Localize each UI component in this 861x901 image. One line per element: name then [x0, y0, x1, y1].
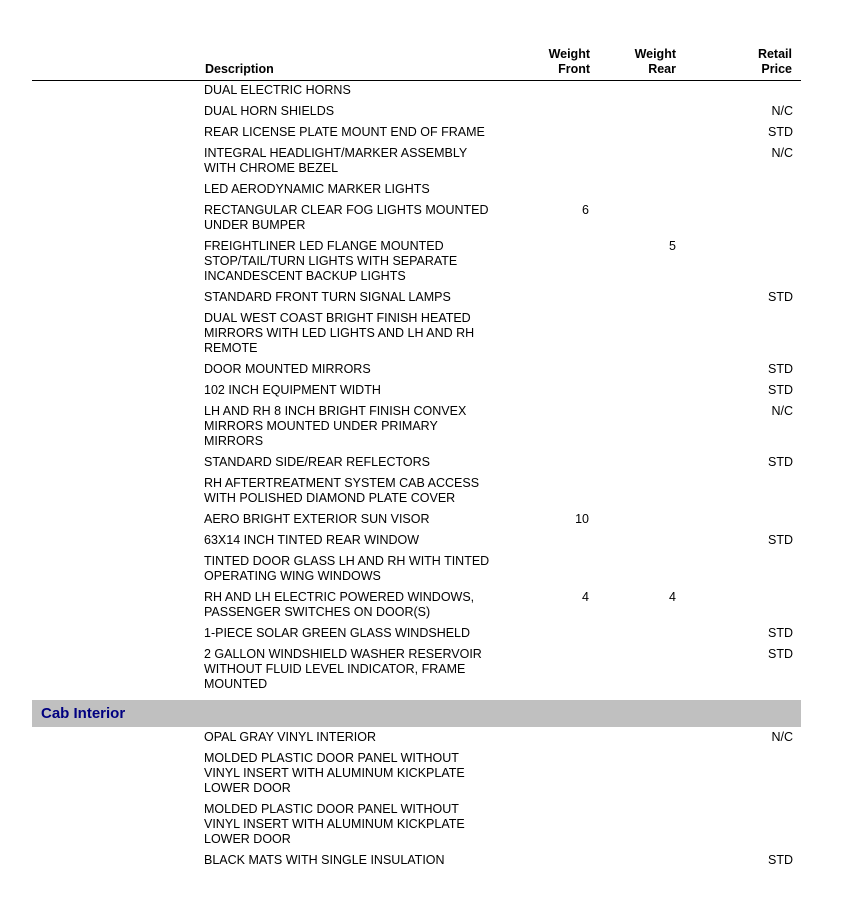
table-row [0, 647, 861, 698]
item-description: RECTANGULAR CLEAR FOG LIGHTS MOUNTED UNDER BUMPER [204, 203, 489, 232]
table-row [0, 554, 861, 590]
table-row [0, 751, 861, 802]
retail-price-value: STD [768, 626, 793, 640]
table-row [0, 83, 861, 104]
weight-rear-value: 4 [669, 590, 676, 604]
retail-price-value: STD [768, 125, 793, 139]
retail-price-value: N/C [771, 404, 793, 418]
item-description: LED AERODYNAMIC MARKER LIGHTS [204, 182, 430, 196]
item-description: AERO BRIGHT EXTERIOR SUN VISOR [204, 512, 430, 526]
item-description: RH AND LH ELECTRIC POWERED WINDOWS, PASSENGER SWITCHES ON DOOR(S) [204, 590, 475, 619]
retail-price-value: STD [768, 290, 793, 304]
table-row [0, 383, 861, 404]
section-cab-interior [32, 700, 801, 727]
exterior-rows [0, 83, 861, 698]
item-description: BLACK MATS WITH SINGLE INSULATION [204, 853, 445, 867]
item-description: REAR LICENSE PLATE MOUNT END OF FRAME [204, 125, 485, 139]
table-row [0, 239, 861, 290]
table-row [0, 104, 861, 125]
table-row [0, 512, 861, 533]
retail-price-value: STD [768, 533, 793, 547]
table-row [0, 362, 861, 383]
cab-interior-rows [0, 730, 861, 874]
item-description: DUAL ELECTRIC HORNS [204, 83, 351, 97]
retail-price-value: N/C [771, 146, 793, 160]
retail-price-value: N/C [771, 104, 793, 118]
header-weight-front: Weight Front [548, 47, 590, 76]
table-row [0, 404, 861, 455]
item-description: 102 INCH EQUIPMENT WIDTH [204, 383, 381, 397]
table-row [0, 802, 861, 853]
item-description: MOLDED PLASTIC DOOR PANEL WITHOUT VINYL INSERT WITH ALUMINUM KICKPLATE LOWER DOOR [204, 802, 465, 846]
item-description: 63X14 INCH TINTED REAR WINDOW [204, 533, 420, 547]
table-row [0, 476, 861, 512]
table-row [0, 290, 861, 311]
item-description: DUAL HORN SHIELDS [204, 104, 335, 118]
table-row [0, 455, 861, 476]
table-row [0, 853, 861, 874]
item-description: LH AND RH 8 INCH BRIGHT FINISH CONVEX MIRRORS MOUNTED UNDER PRIMARY MIRRORS [204, 404, 467, 448]
header-description: Description [205, 62, 274, 76]
table-row [0, 146, 861, 182]
section-title: Cab Interior [41, 705, 126, 722]
table-row [0, 533, 861, 554]
retail-price-value: STD [768, 455, 793, 469]
retail-price-value: STD [768, 383, 793, 397]
retail-price-value: STD [768, 362, 793, 376]
table-row [0, 626, 861, 647]
item-description: DOOR MOUNTED MIRRORS [204, 362, 371, 376]
item-description: TINTED DOOR GLASS LH AND RH WITH TINTED OPERATING WING WINDOWS [204, 554, 490, 583]
item-description: STANDARD FRONT TURN SIGNAL LAMPS [204, 290, 451, 304]
item-description: MOLDED PLASTIC DOOR PANEL WITHOUT VINYL INSERT WITH ALUMINUM KICKPLATE LOWER DOOR [204, 751, 465, 795]
retail-price-value: STD [768, 647, 793, 661]
table-row [0, 203, 861, 239]
item-description: 1-PIECE SOLAR GREEN GLASS WINDSHELD [204, 626, 471, 640]
item-description: 2 GALLON WINDSHIELD WASHER RESERVOIR WITHOUT FLUID LEVEL INDICATOR, FRAME MOUNTED [204, 647, 482, 691]
item-description: INTEGRAL HEADLIGHT/MARKER ASSEMBLY WITH CHROME BEZEL [204, 146, 468, 175]
weight-rear-value: 5 [669, 239, 676, 253]
options-table [0, 83, 861, 874]
item-description: DUAL WEST COAST BRIGHT FINISH HEATED MIRRORS WITH LED LIGHTS AND LH AND RH REMOTE [204, 311, 475, 355]
item-description: FREIGHTLINER LED FLANGE MOUNTED STOP/TAIL/TURN LIGHTS WITH SEPARATE INCANDESCENT BACKUP LIGHTS [204, 239, 458, 283]
table-row [0, 125, 861, 146]
retail-price-value: N/C [771, 730, 793, 744]
table-row [0, 311, 861, 362]
weight-front-value: 6 [582, 203, 589, 217]
table-header [0, 46, 861, 80]
table-row [0, 730, 861, 751]
item-description: RH AFTERTREATMENT SYSTEM CAB ACCESS WITH POLISHED DIAMOND PLATE COVER [204, 476, 480, 505]
header-divider [32, 80, 801, 81]
table-row [0, 590, 861, 626]
header-retail-price: Retail Price [757, 47, 792, 76]
weight-front-value: 10 [575, 512, 589, 526]
header-weight-rear: Weight Rear [634, 47, 676, 76]
item-description: STANDARD SIDE/REAR REFLECTORS [204, 455, 430, 469]
retail-price-value: STD [768, 853, 793, 867]
weight-front-value: 4 [582, 590, 589, 604]
table-row [0, 182, 861, 203]
item-description: OPAL GRAY VINYL INTERIOR [204, 730, 377, 744]
